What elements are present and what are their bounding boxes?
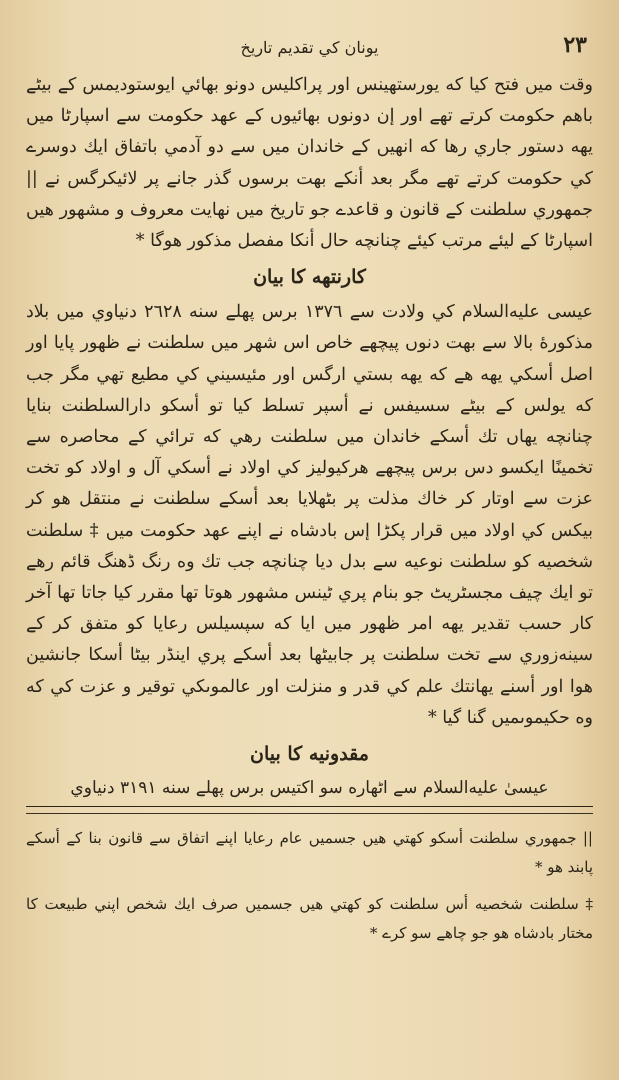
footnote-republic: || جمهوري سلطنت أسكو كهتي هيں جسميں عام رعايا اپنے اتفاق سے قانون بنا كے أسكے پابند هو * — [26, 829, 593, 877]
section-date-line: عيسىٰ عليه‌السلام سے اٹھاره سو اكتيس برس پهلے سنه ٣١٩١ دنياوي — [26, 774, 593, 807]
section-heading-corinth: كارنتهه كا بيان — [253, 266, 366, 289]
footnote-divider — [26, 813, 593, 814]
page-number: ٢٣ — [563, 32, 587, 58]
paragraph-sparta: وقت ميں فتح كيا كه يورستهينس اور پراكليس دونو بھائي ايوستوديمس كے بيٹے باهم حكومت كرتے تھے اور إن دونوں بھائيوں كے عهد حكومت سے اسپارٹا ميں يهه دستور جاري رها كه انهيں كے خاندان ميں سے دو آدمي باتفاق ايك دوسرے كي حكومت كرتے تھے مگر بعد أنكے بهت برسوں گذر جانے پر لائيكرگس نے || جمهوري سلطنت كے قانون و قاعدے جو تاريخ ميں نهايت معروف و مشهور هيں اسپارٹا كے ليئے مرتب كيئے چنانچه حال أنكا مفصل مذكور هوگا * — [26, 75, 593, 252]
page-header — [26, 30, 593, 70]
footnote-monarchy: ‡ سلطنت شخصيه أس سلطنت كو كهتي هيں جسميں صرف ايك شخص اپني طبيعت كا مختار بادشاه هو جو چاهے سو كرے * — [26, 895, 593, 943]
section-heading-macedonia: مقدونيه كا بيان — [250, 743, 369, 766]
running-title: يونان كي تقديم تاريخ — [240, 38, 379, 57]
paragraph-corinth: عيسى عليه‌السلام كي ولادت سے ١٣٧٦ برس پهلے سنه ٢٦٢٨ دنياوي ميں بلاد مذكورهٔ بالا سے بهت دنوں پيچھے خاص اس شهر ميں سلطنت نے ظهور پايا اور اصل أسكي يهه هے كه يهه بستي ارگس اور مئيسيني كي مطيع تھي مگر جب كه يولس كے بيٹے سسيفس نے أسپر تسلط كيا تو أسكو دارالسلطنت بنايا چنانچه يهاں تك أسكے خاندان ميں سلطنت رهي كه ترائي كے محاصره سے تخمينًا ايكسو دس برس پيچھے هركيوليز كي اولاد نے أسكي آل و اولاد كو تخت عزت سے اوتار كر خاك مذلت پر بٹھلايا بعد أسكے سلطنت نے منتقل هو كر بيكس كي اولاد ميں قرار پكڑا إس بادشاه نے اپنے عهد حكومت ميں ‡ سلطنت شخصيه كو سلطنت نوعيه سے بدل ديا چنانچه جب تك وه رنگ ڈهنگ قائم رهے تو ايك چيف مجسٹريٹ جو بنام پري ٹينس مشهور هوتا تها مقرر كيا جاتا تها آخر كار حسب تقدير يهه امر ظهور ميں ايا كه سپسيلس رعايا كو متفق كر كے سينه‌زوري سے تخت سلطنت پر جابيٹها بعد أسكے پري اينڈر بيٹا أسكا جانشين هوا اور أسنے يهانتك علم كي قدر و منزلت اور عالموںكي توقير و عزت كي كه وه حكيموںميں گنا گيا * — [26, 302, 593, 728]
